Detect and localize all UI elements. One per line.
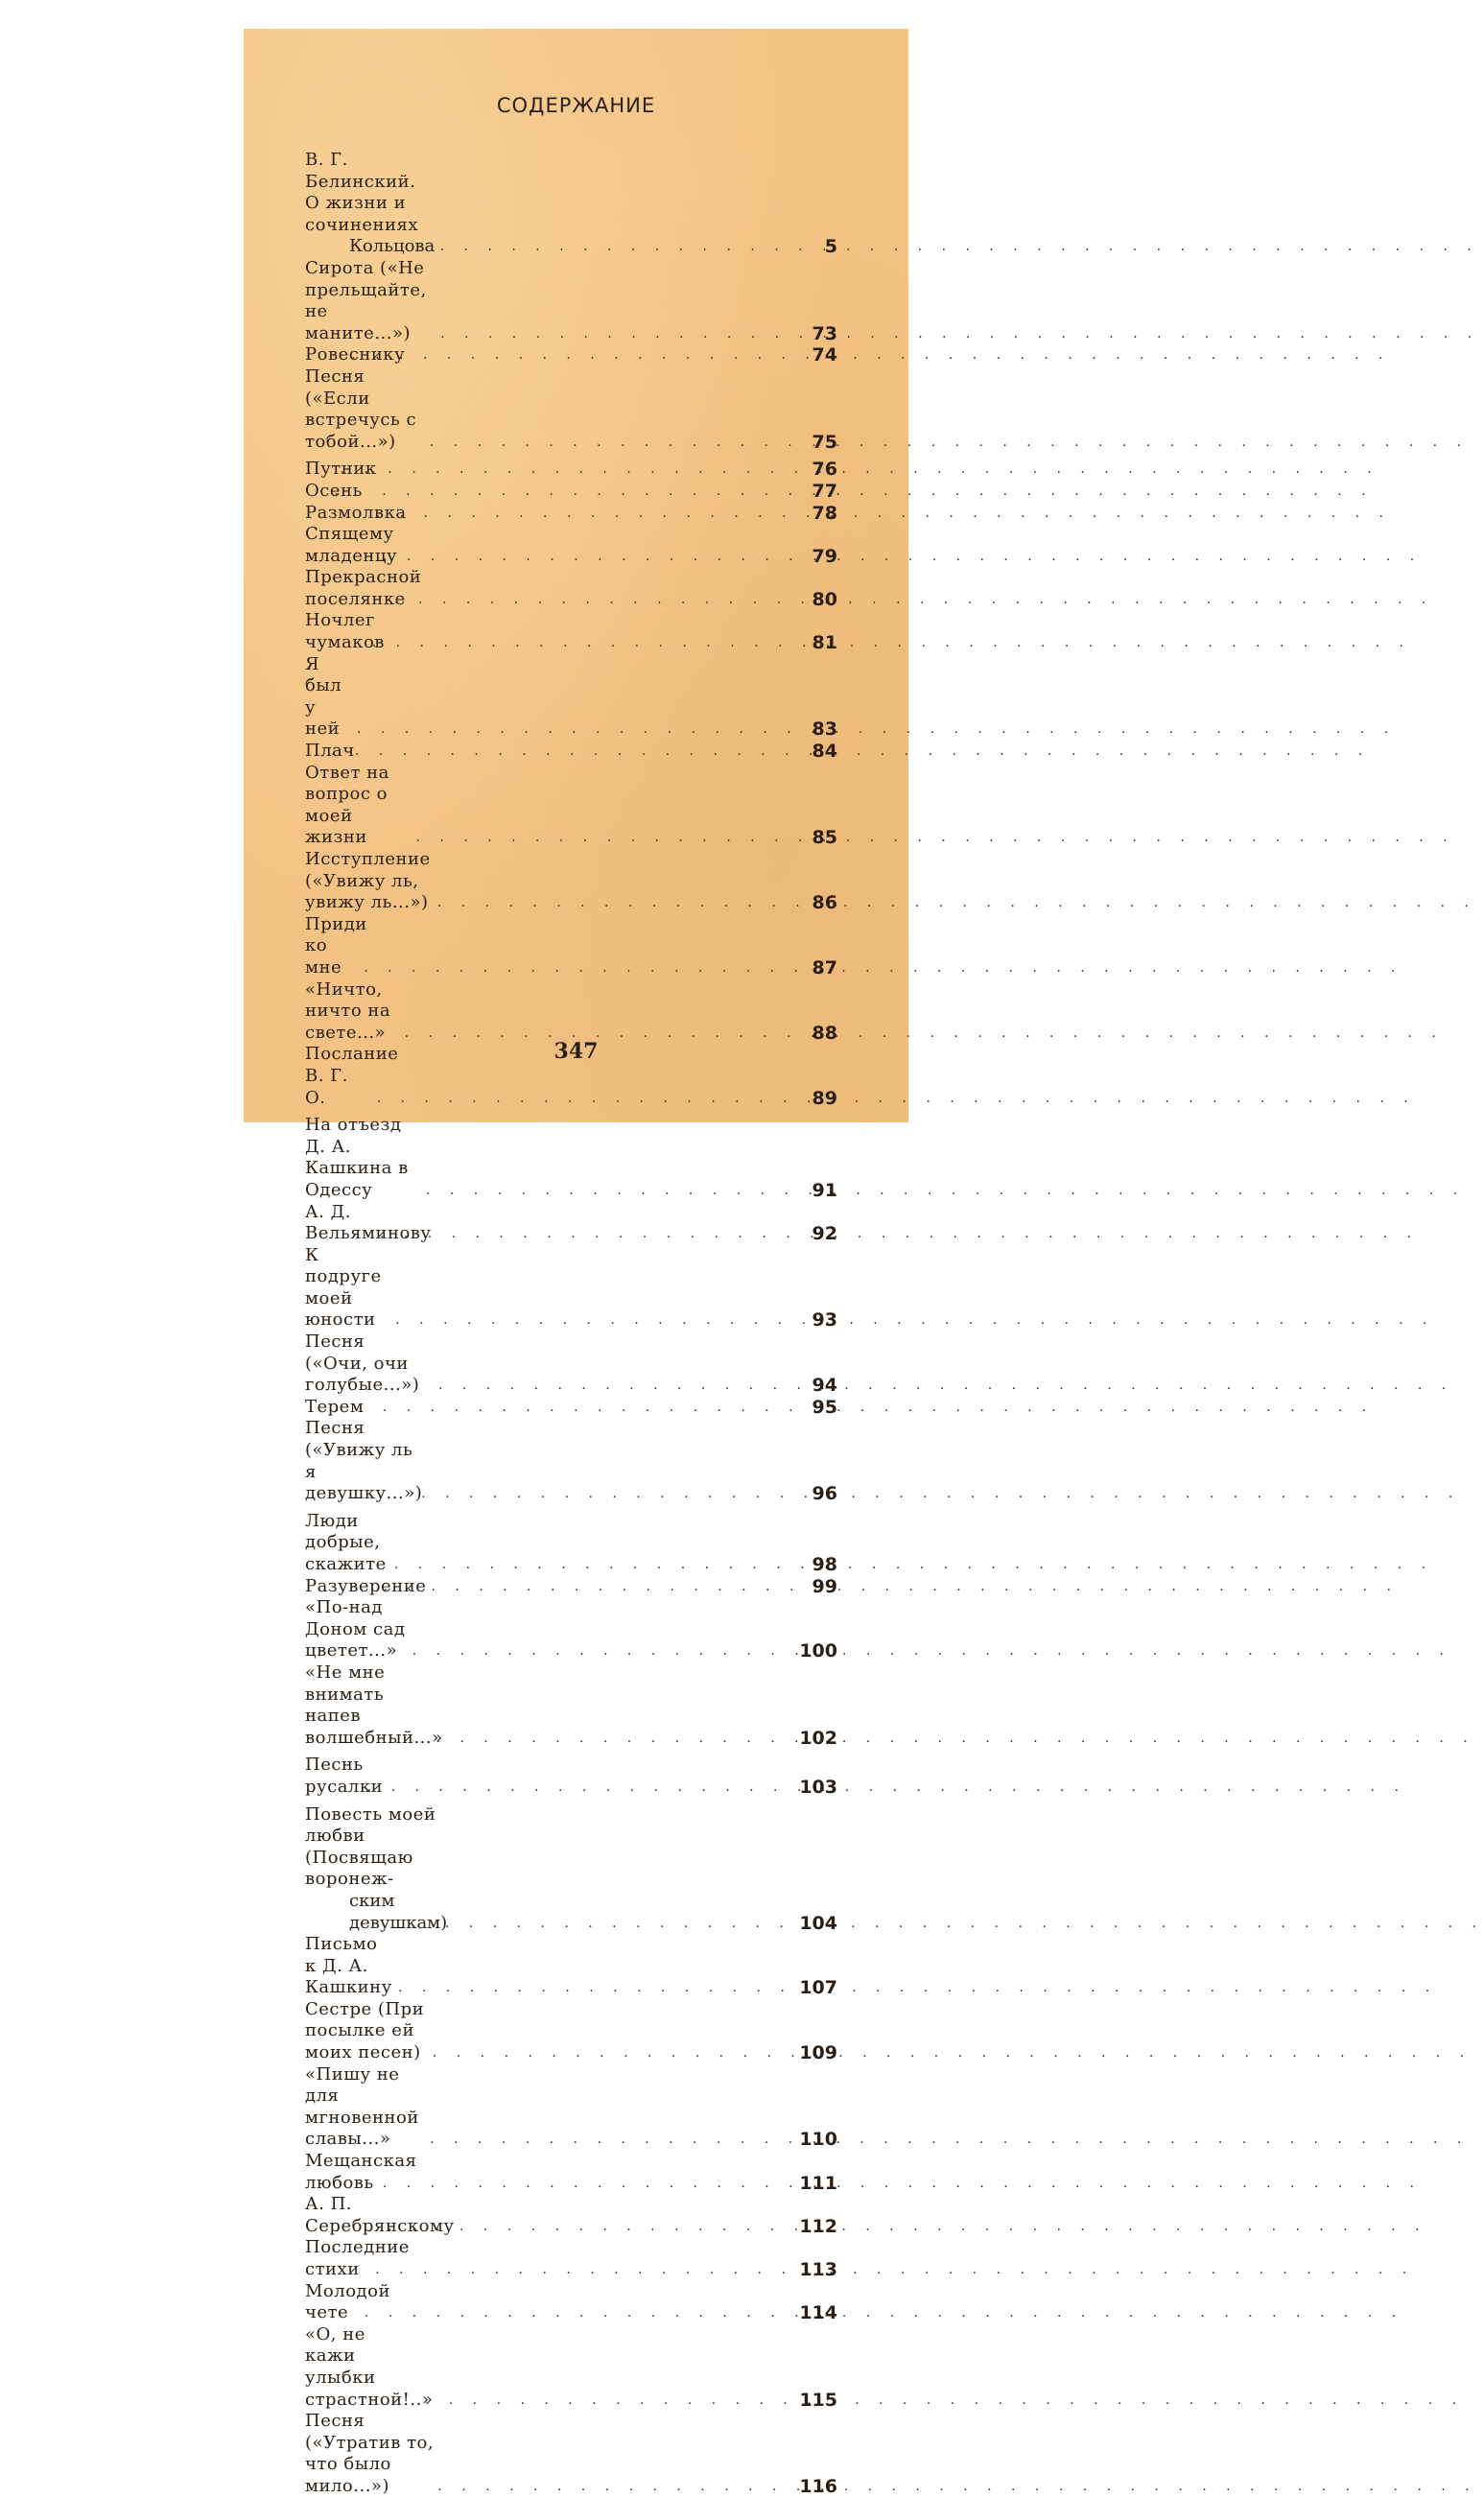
toc-entry-title (305, 2280, 390, 2324)
toc-leader-dots (398, 1977, 793, 1999)
toc-entry-title (305, 502, 407, 525)
table-of-contents (305, 150, 837, 2498)
toc-leader-dots (430, 432, 793, 454)
toc-entry-title (305, 763, 412, 849)
toc-entry-title-line: Песня («Если встречусь с тобой...») (305, 365, 417, 452)
toc-entry-title (305, 849, 434, 914)
toc-entry (305, 1397, 837, 1419)
toc-entry-page: 112 (799, 2215, 837, 2237)
toc-entry (305, 258, 837, 344)
toc-entry-page: 92 (812, 1223, 837, 1245)
toc-entry-title (305, 1115, 422, 1201)
toc-entry-title-line: Ночлег чумаков (305, 610, 385, 653)
toc-entry (305, 1662, 837, 1749)
toc-entry-page: 103 (799, 1776, 837, 1798)
toc-entry (305, 1245, 837, 1331)
toc-entry-page: 79 (812, 545, 837, 567)
toc-entry-title-line: Терем (305, 1396, 365, 1417)
toc-entry-title-line: «По-над Доном сад цветет...» (305, 1597, 406, 1661)
toc-entry-page: 75 (812, 431, 837, 453)
toc-entry-title (305, 258, 436, 344)
toc-entry-title (305, 741, 355, 763)
toc-entry-title (305, 2194, 455, 2237)
toc-entry-title-line: Песня («Утратив то, что было мило...») (305, 2411, 435, 2496)
toc-leader-dots (436, 1728, 793, 1750)
toc-entry-title (305, 344, 406, 366)
toc-entry (305, 503, 837, 525)
toc-leader-dots (426, 1180, 793, 1202)
toc-entry-page: 81 (812, 632, 837, 654)
toc-entry-page: 80 (812, 588, 837, 610)
toc-entry-page: 78 (812, 502, 837, 524)
toc-entry-page: 104 (799, 1912, 837, 1934)
toc-leader-dots (395, 1309, 793, 1331)
toc-entry-page: 93 (812, 1309, 837, 1331)
toc-entry-title (305, 2064, 426, 2151)
toc-entry-page: 115 (799, 2389, 837, 2411)
toc-entry (305, 1115, 837, 1201)
toc-leader-dots (367, 1777, 793, 1799)
toc-entry-title-line: А. П. Серебрянскому (305, 2194, 455, 2236)
toc-entry-page: 116 (799, 2475, 837, 2497)
toc-entry (305, 344, 837, 366)
toc-entry-title (305, 1934, 394, 1999)
toc-entry-title-line: Песня («Очи, очи голубые...») (305, 1331, 420, 1396)
toc-entry-title (305, 1661, 443, 1749)
toc-entry-title-line: Размолвка (305, 502, 407, 523)
toc-entry (305, 2281, 837, 2324)
toc-entry-page: 111 (799, 2172, 837, 2194)
toc-entry-page: 94 (812, 1375, 837, 1397)
toc-entry (305, 459, 837, 481)
toc-entry (305, 610, 837, 653)
toc-entry-page: 77 (812, 480, 837, 502)
toc-entry-title (305, 1597, 409, 1662)
toc-entry (305, 1755, 837, 1798)
toc-entry-title-continuation: ским девушкам) (349, 1890, 448, 1933)
toc-leader-dots (383, 2173, 793, 2195)
toc-entry-page: 5 (824, 236, 837, 258)
toc-entry-page: 99 (812, 1575, 837, 1597)
toc-leader-dots (360, 1576, 793, 1598)
toc-leader-dots (334, 481, 793, 503)
toc-entry-page: 74 (812, 344, 837, 366)
toc-leader-dots (375, 2259, 793, 2281)
toc-entry-page: 87 (812, 956, 837, 978)
toc-entry (305, 741, 837, 763)
toc-leader-dots (380, 1223, 793, 1245)
toc-entry (305, 763, 837, 849)
toc-leader-dots (372, 632, 793, 654)
toc-leader-dots (421, 1483, 793, 1505)
toc-entry-page: 109 (799, 2042, 837, 2064)
toc-entry-title-line: Путник (305, 459, 377, 480)
toc-entry-page: 98 (812, 1554, 837, 1575)
toc-entry-title (305, 2411, 434, 2497)
toc-entry-title (305, 1331, 420, 1397)
toc-entry (305, 2411, 837, 2497)
toc-entry (305, 1597, 837, 1662)
toc-entry (305, 2237, 837, 2280)
toc-entry (305, 2064, 837, 2151)
toc-leader-dots (394, 589, 793, 611)
toc-leader-dots (335, 1397, 793, 1419)
toc-entry-title (305, 1511, 390, 1576)
toc-leader-dots (445, 1913, 793, 1935)
toc-entry-title-line: Сестре (При посылке ей моих песен) (305, 1998, 425, 2063)
toc-leader-dots (364, 957, 793, 979)
toc-entry-page: 114 (799, 2302, 837, 2324)
toc-entry-title (305, 2151, 417, 2194)
toc-leader-dots (351, 344, 793, 366)
toc-entry-title-line: Люди добрые, скажите (305, 1510, 387, 1574)
toc-entry-title (305, 524, 398, 567)
toc-entry (305, 1511, 837, 1576)
toc-leader-dots (430, 2129, 793, 2151)
toc-entry-page: 88 (812, 1022, 837, 1044)
toc-entry-title-continuation: Кольцова (349, 236, 436, 257)
toc-entry (305, 567, 837, 610)
toc-entry (305, 524, 837, 567)
toc-entry-page: 73 (812, 322, 837, 344)
toc-entry-title (305, 1999, 429, 2064)
toc-leader-dots (388, 2216, 793, 2238)
toc-entry-page: 102 (799, 1727, 837, 1749)
toc-entry-page: 83 (812, 719, 837, 741)
toc-entry-page: 91 (812, 1179, 837, 1201)
toc-entry (305, 1418, 837, 1504)
toc-entry-title (305, 480, 363, 503)
toc-entry (305, 654, 837, 741)
toc-leader-dots (414, 1375, 793, 1397)
toc-entry-title-line: Исступление («Увижу ль, увижу ль...») (305, 849, 431, 913)
toc-leader-dots (437, 2476, 793, 2498)
toc-entry (305, 150, 837, 258)
toc-entry-title (305, 2323, 434, 2411)
toc-leader-dots (437, 892, 793, 914)
toc-entry-title (305, 1803, 448, 1935)
toc-entry-title-line: «Пишу не для мгновенной славы...» (305, 2063, 419, 2150)
toc-entry-title-line: Послание В. Г. О. (305, 1044, 399, 1108)
toc-entry-title-line: Молодой чете (305, 2280, 390, 2323)
toc-entry (305, 1804, 837, 1935)
toc-entry-title (305, 1396, 365, 1419)
toc-entry-page: 86 (812, 892, 837, 914)
toc-entry-title-line: Письмо к Д. А. Кашкину (305, 1934, 392, 1998)
toc-entry-title-line: Плач (305, 741, 355, 762)
toc-entry-title (305, 654, 353, 741)
toc-entry (305, 2194, 837, 2237)
toc-entry-title (305, 1201, 432, 1245)
toc-entry (305, 914, 837, 979)
toc-entry-title (305, 979, 401, 1045)
toc-entry-title-line: Песня («Увижу ль я девушку...») (305, 1418, 423, 1504)
toc-leader-dots (425, 2390, 793, 2412)
toc-entry-title (305, 913, 367, 979)
toc-leader-dots (412, 1640, 793, 1662)
toc-entry-title (305, 1418, 423, 1504)
toc-entry-title-line: «Ничто, ничто на свете...» (305, 978, 391, 1043)
toc-entry-title-line: Сирота («Не прельщайте, не маните...») (305, 257, 427, 343)
toc-entry-title-line: «Не мне внимать напев волшебный...» (305, 1661, 443, 1748)
toc-entry (305, 366, 837, 453)
toc-entry-title-line: Мещанская любовь (305, 2151, 417, 2193)
toc-leader-dots (341, 459, 794, 481)
toc-entry (305, 1331, 837, 1397)
toc-entry-title-line: На отъезд Д. А. Кашкина в Одессу (305, 1115, 409, 1200)
toc-entry-page: 110 (799, 2129, 837, 2151)
toc-entry-title-line: Последние стихи (305, 2237, 410, 2279)
page-number: 347 (554, 1039, 599, 1064)
toc-entry (305, 1934, 837, 1999)
toc-entry-page: 89 (812, 1087, 837, 1109)
toc-entry-title-line: А. Д. Вельяминову (305, 1201, 432, 1244)
toc-leader-dots (433, 2042, 793, 2064)
toc-entry (305, 481, 837, 503)
toc-leader-dots (365, 2302, 793, 2324)
toc-entry-title-line: Песнь русалки (305, 1755, 384, 1797)
toc-leader-dots (352, 503, 793, 525)
toc-entry (305, 979, 837, 1045)
toc-entry (305, 1576, 837, 1598)
toc-entry-title-line: Ответ на вопрос о моей жизни (305, 762, 389, 848)
toc-entry-title (305, 567, 422, 610)
toc-leader-dots (416, 827, 794, 849)
toc-entry-page: 96 (812, 1483, 837, 1505)
toc-entry-title (305, 1755, 384, 1798)
toc-entry-title-line: Приди ко мне (305, 913, 367, 978)
toc-entry-title (305, 610, 385, 653)
toc-entry-title (305, 1245, 391, 1331)
toc-entry-page: 107 (799, 1977, 837, 1999)
toc-entry-title-line: «О, не кажи улыбки страстной!..» (305, 2323, 434, 2410)
toc-entry-title-line: Разуверение (305, 1575, 427, 1596)
toc-entry-title-line: Повесть моей любви (Посвящаю воронеж- (305, 1803, 436, 1890)
toc-entry-title (305, 459, 377, 481)
toc-entry (305, 2324, 837, 2411)
toc-entry-page: 95 (812, 1396, 837, 1418)
toc-entry-title-line: Осень (305, 480, 363, 501)
toc-entry-title-line: Прекрасной поселянке (305, 567, 422, 609)
toc-leader-dots (331, 741, 793, 763)
toc-entry-page: 113 (799, 2259, 837, 2280)
toc-entry-title (305, 150, 436, 258)
toc-leader-dots (377, 1088, 793, 1110)
toc-entry-title-line: К подруге моей юности (305, 1244, 382, 1331)
toc-entry-page: 85 (812, 827, 837, 849)
toc-entry-title (305, 366, 426, 453)
toc-entry (305, 1202, 837, 1245)
toc-entry-title (305, 1575, 427, 1598)
book-page (244, 29, 908, 2497)
toc-entry-page: 84 (812, 741, 837, 763)
toc-entry-page: 100 (799, 1640, 837, 1662)
toc-entry (305, 849, 837, 914)
toc-entry (305, 1999, 837, 2064)
toc-leader-dots (357, 719, 793, 741)
toc-leader-dots (440, 236, 793, 258)
toc-entry-title-line: Я был у ней (305, 653, 342, 740)
toc-entry (305, 2151, 837, 2194)
toc-leader-dots (383, 546, 793, 568)
toc-entry-title-line: Ровеснику (305, 344, 406, 365)
toc-entry-title (305, 2237, 410, 2280)
toc-entry-page: 76 (812, 459, 837, 481)
toc-leader-dots (440, 323, 793, 345)
page-title: СОДЕРЖАНИЕ (496, 94, 656, 117)
toc-leader-dots (394, 1554, 793, 1576)
toc-entry-title-line: В. Г. Белинский. О жизни и сочинениях (305, 150, 418, 235)
toc-entry-title-line: Спящему младенцу (305, 524, 398, 566)
